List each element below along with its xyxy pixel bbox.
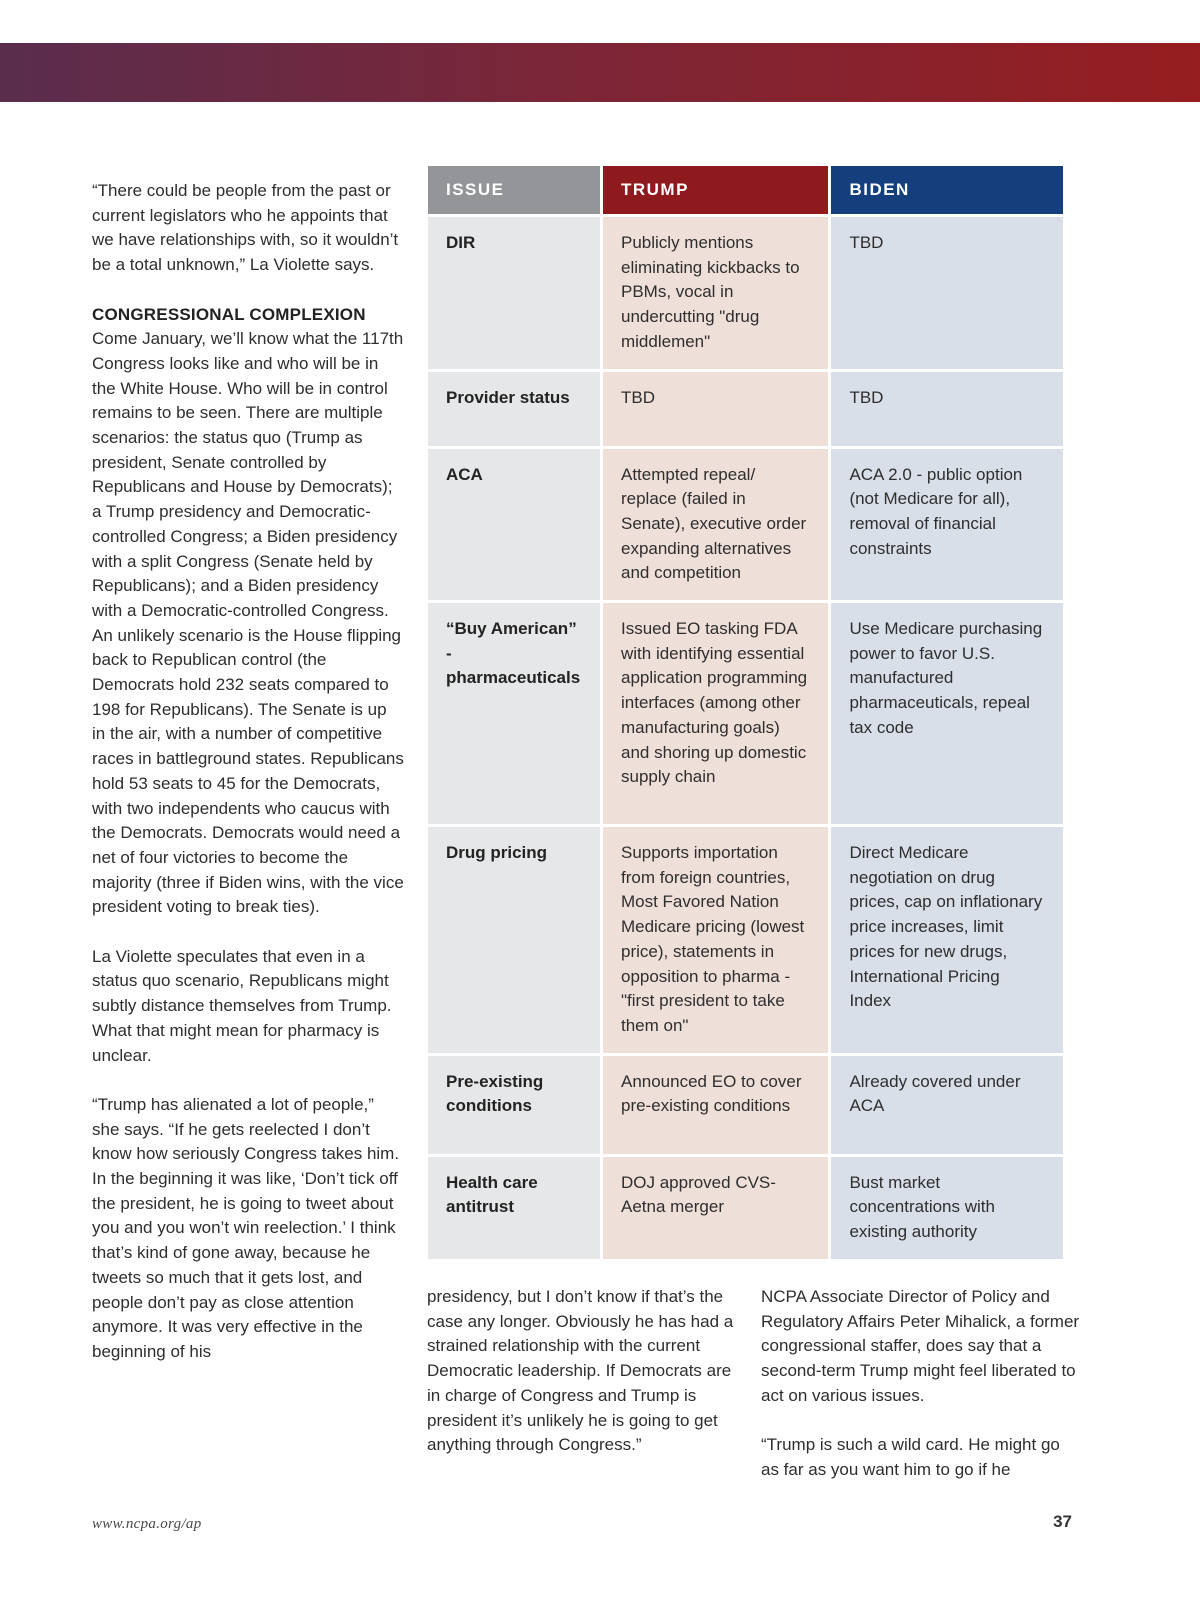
- article-paragraph: La Violette speculates that even in a status quo scenario, Republicans might subtly distance themselves from Trump. What that might mean for pharmacy is unclear.: [92, 946, 392, 1065]
- table-row: [428, 827, 1063, 1053]
- biden-cell: Use Medicare purchasing power to favor U.S. manufactured pharmaceuticals, repeal tax code: [831, 603, 1063, 824]
- article-column-middle: [427, 1285, 745, 1458]
- table-row: [428, 449, 1063, 601]
- issues-comparison-table: [425, 163, 1066, 1262]
- table-header-row: [428, 166, 1063, 214]
- trump-cell: TBD: [603, 372, 828, 446]
- article-paragraph: “Trump is such a wild card. He might go as far as you want him to go if he: [761, 1435, 1060, 1479]
- footer-url: www.ncpa.org/ap: [92, 1516, 202, 1532]
- table-row: [428, 217, 1063, 369]
- table-row: [428, 1056, 1063, 1154]
- issue-cell: ACA: [428, 449, 600, 601]
- header-color-band: [0, 43, 1200, 102]
- page-number: 37: [1053, 1512, 1072, 1531]
- article-paragraph: Come January, we’ll know what the 117th Congress looks like and who will be in the White House. Who will be in control remains to be seen. There are multiple scenarios: the status quo (Trump as president, Senate controlled by Republicans and House by Democrats); a Trump presidency and Democratic-controlled Congress; a Biden presidency with a split Congress (Senate held by Republicans); and a Biden presidency with a Democratic-controlled Congress. An unlikely scenario is the House flipping back to Republican control (the Democrats hold 232 seats compared to 198 for Republicans). The Senate is up in the air, with a number of competitive races in battleground states. Republicans hold 53 seats to 45 for the Democrats, with two independents who caucus with the Democrats. Democrats would need a net of four victories to become the majority (three if Biden wins, with the vice president voting to break ties).: [92, 329, 404, 917]
- issue-cell: DIR: [428, 217, 600, 369]
- table-row: [428, 1157, 1063, 1259]
- issue-cell: Drug pricing: [428, 827, 600, 1053]
- issue-cell: Pre-existing conditions: [428, 1056, 600, 1154]
- article-paragraph: NCPA Associate Director of Policy and Regulatory Affairs Peter Mihalick, a former congressional staffer, does say that a second-term Trump might feel liberated to act on various issues.: [761, 1287, 1080, 1405]
- table-row: [428, 372, 1063, 446]
- trump-cell: Publicly mentions eliminating kickbacks to PBMs, vocal in undercutting "drug middlemen": [603, 217, 828, 369]
- column-header-issue: ISSUE: [428, 166, 600, 214]
- issue-cell: Health care antitrust: [428, 1157, 600, 1259]
- table-row: [428, 603, 1063, 824]
- biden-cell: TBD: [831, 372, 1063, 446]
- column-header-trump: TRUMP: [603, 166, 828, 214]
- trump-cell: Issued EO tasking FDA with identifying essential application programming interfaces (among other manufacturing goals) and shoring up domestic supply chain: [603, 603, 828, 824]
- biden-cell: Direct Medicare negotiation on drug prices, cap on inflationary price increases, limit prices for new drugs, International Pricing Index: [831, 827, 1063, 1053]
- biden-cell: ACA 2.0 - public option (not Medicare for all), removal of financial constraints: [831, 449, 1063, 601]
- column-header-biden: BIDEN: [831, 166, 1063, 214]
- trump-cell: Announced EO to cover pre-existing conditions: [603, 1056, 828, 1154]
- trump-cell: Attempted repeal/ replace (failed in Senate), executive order expanding alternatives and competition: [603, 449, 828, 601]
- section-heading: CONGRESSIONAL COMPLEXION: [92, 304, 366, 324]
- trump-cell: DOJ approved CVS-Aetna merger: [603, 1157, 828, 1259]
- article-paragraph: “Trump has alienated a lot of people,” she says. “If he gets reelected I don’t know how seriously Congress takes him. In the beginning it was like, ‘Don’t tick off the president, he is going to tweet about you and you won’t win reelection.’ I think that’s kind of gone away, because he tweets so much that it gets lost, and people don’t pay as close attention anymore. It was very effective in the beginning of his: [92, 1094, 400, 1361]
- article-column-left: [92, 179, 404, 1365]
- issue-cell: Provider status: [428, 372, 600, 446]
- article-paragraph: “There could be people from the past or current legislators who he appoints that we have relationships with, so it wouldn’t be a total unknown,” La Violette says.: [92, 181, 399, 275]
- biden-cell: TBD: [831, 217, 1063, 369]
- issue-cell: “Buy American” - pharmaceuticals: [428, 603, 600, 824]
- biden-cell: Already covered under ACA: [831, 1056, 1063, 1154]
- trump-cell: Supports importation from foreign countries, Most Favored Nation Medicare pricing (lowest price), statements in opposition to pharma - "first president to take them on": [603, 827, 828, 1053]
- article-column-right: [761, 1285, 1081, 1483]
- article-paragraph: presidency, but I don’t know if that’s the case any longer. Obviously he has had a strained relationship with the current Democratic leadership. If Democrats are in charge of Congress and Trump is president it’s unlikely he is going to get anything through Congress.”: [427, 1287, 734, 1455]
- biden-cell: Bust market concentrations with existing authority: [831, 1157, 1063, 1259]
